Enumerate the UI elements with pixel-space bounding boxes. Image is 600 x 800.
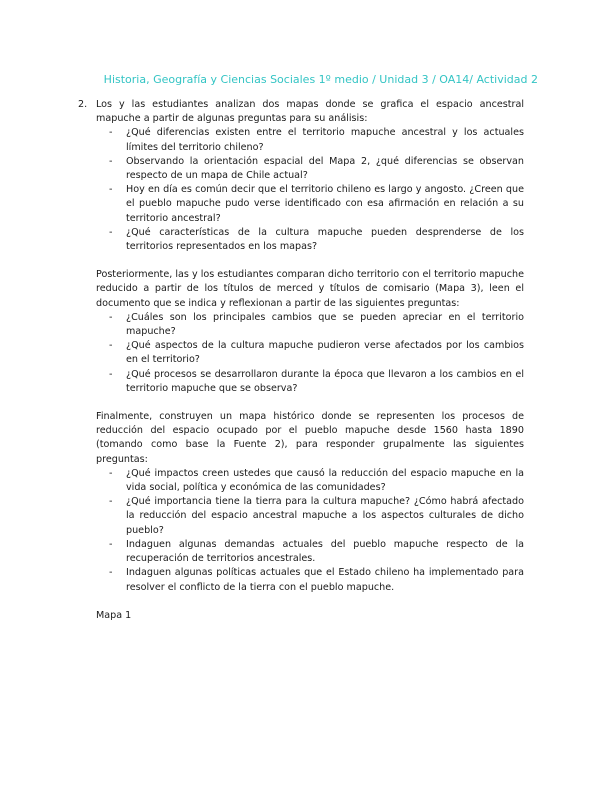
bullet-dash: -	[109, 311, 113, 323]
question-list-1	[96, 126, 524, 254]
list-item: - ¿Qué aspectos de la cultura mapuche pudieron verse afectados por los cambios en el territorio?	[109, 340, 524, 366]
bullet-dash: -	[109, 538, 113, 550]
comparison-paragraph: Posteriormente, las y los estudiantes comparan dicho territorio con el territorio mapuche reducido a partir de los títulos de merced y títulos de comisario (Mapa 3), leen el documento que se indica y reflexionan a partir de las siguientes preguntas:	[96, 269, 524, 309]
document-header: Historia, Geografía y Ciencias Sociales 1º medio / Unidad 3 / OA14/ Actividad 2	[103, 73, 538, 86]
historical-map-paragraph: Finalmente, construyen un mapa histórico donde se representen los procesos de reducción del espacio ocupado por el pueblo mapuche desde 1560 hasta 1890 (tomando como base la Fuente 2), para responder grupalmente las siguientes preguntas:	[96, 411, 524, 465]
intro-paragraph: Los y las estudiantes analizan dos mapas donde se grafica el espacio ancestral mapuche a partir de algunas preguntas para su análisis:	[96, 99, 524, 125]
list-item: - ¿Qué impactos creen ustedes que causó la reducción del espacio mapuche en la vida social, política y económica de las comunidades?	[109, 467, 524, 494]
bullet-dash: -	[109, 467, 113, 479]
activity-item	[78, 98, 524, 623]
bullet-dash: -	[109, 567, 113, 579]
question-list-2	[96, 311, 524, 396]
bullet-dash: -	[109, 496, 113, 508]
list-item: - ¿Qué procesos se desarrollaron durante la época que llevaron a los cambios en el territorio mapuche que se observa?	[109, 368, 524, 394]
section-intro	[96, 98, 524, 254]
list-item: - ¿Qué importancia tiene la tierra para la cultura mapuche? ¿Cómo habrá afectado la reducción del espacio ancestral mapuche a los aspectos culturales de dicho pueblo?	[109, 496, 524, 536]
list-item: - Hoy en día es común decir que el territorio chileno es largo y angosto. ¿Creen que el pueblo mapuche pudo verse identificado con esa afirmación en relación a su territorio ancestral?	[109, 184, 524, 224]
map-label: Mapa 1	[96, 609, 132, 621]
activity-number: 2.	[78, 99, 88, 110]
bullet-dash: -	[109, 226, 113, 238]
question-list-3	[96, 467, 524, 595]
bullet-dash: -	[109, 155, 113, 167]
document-content	[78, 98, 524, 623]
list-item: - Indaguen algunas demandas actuales del pueblo mapuche respecto de la recuperación de territorios ancestrales.	[109, 538, 524, 565]
bullet-dash: -	[109, 368, 113, 380]
bullet-dash: -	[109, 127, 113, 139]
list-item: - ¿Qué diferencias existen entre el territorio mapuche ancestral y los actuales límites del territorio chileno?	[109, 127, 524, 153]
section-historical-map	[96, 410, 524, 595]
section-comparison	[96, 268, 524, 396]
list-item: - Observando la orientación espacial del Mapa 2, ¿qué diferencias se observan respecto de un mapa de Chile actual?	[109, 155, 524, 182]
list-item: - Indaguen algunas políticas actuales que el Estado chileno ha implementado para resolver el conflicto de la tierra con el pueblo mapuche.	[109, 567, 524, 593]
list-item: - ¿Qué características de la cultura mapuche pueden desprenderse de los territorios representados en los mapas?	[109, 226, 524, 253]
bullet-dash: -	[109, 184, 113, 196]
bullet-dash: -	[109, 340, 113, 352]
list-item: - ¿Cuáles son los principales cambios que se pueden apreciar en el territorio mapuche?	[109, 311, 524, 338]
